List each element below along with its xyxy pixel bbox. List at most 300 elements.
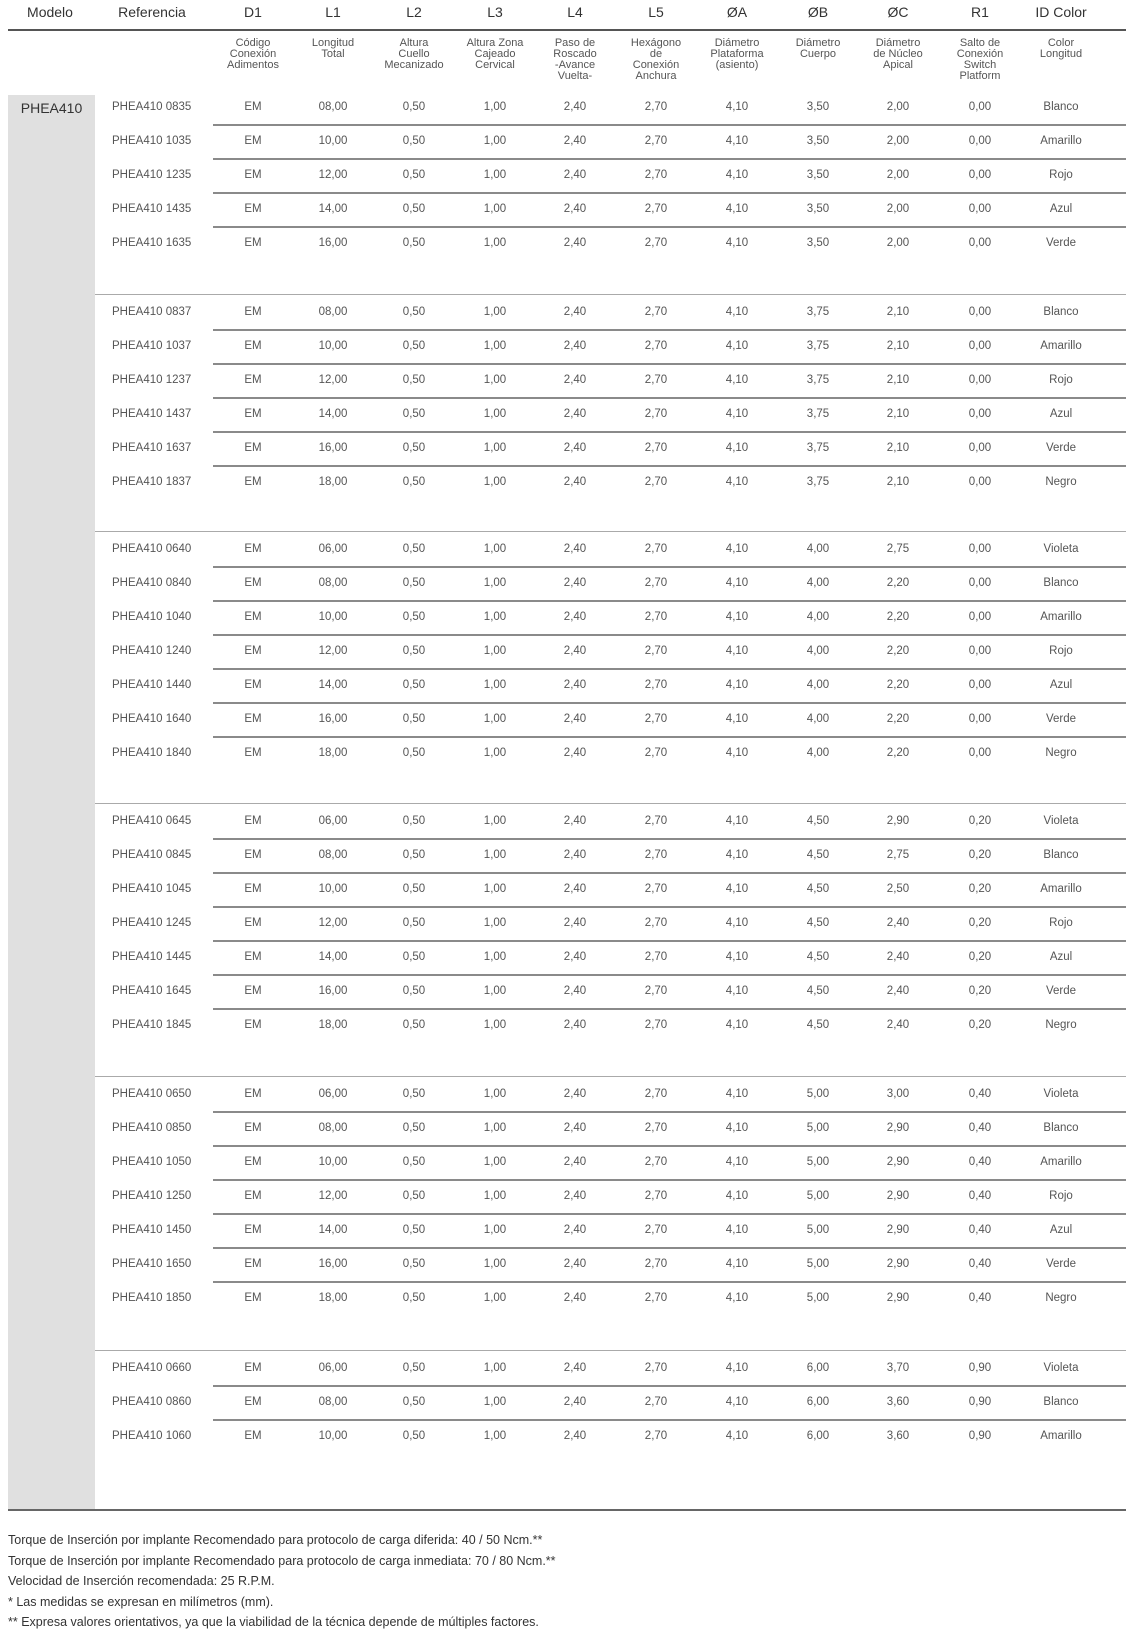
- cell-referencia: PHEA410 1237: [112, 374, 192, 386]
- cell-oc: 2,90: [886, 1122, 910, 1134]
- cell-ob: 4,50: [806, 815, 830, 827]
- table-row: [0, 340, 1126, 370]
- cell-l5: 2,70: [644, 237, 668, 249]
- cell-color: Rojo: [1049, 169, 1073, 181]
- row-divider: [213, 1008, 1126, 1010]
- cell-l5: 2,70: [644, 101, 668, 113]
- cell-oa: 4,10: [725, 849, 749, 861]
- cell-ob: 3,75: [806, 306, 830, 318]
- cell-oa: 4,10: [725, 408, 749, 420]
- cell-referencia: PHEA410 1445: [112, 951, 192, 963]
- cell-l2: 0,50: [402, 169, 426, 181]
- cell-ob: 3,50: [806, 237, 830, 249]
- cell-ob: 3,50: [806, 169, 830, 181]
- cell-oc: 2,90: [886, 1224, 910, 1236]
- note-line: ** Expresa valores orientativos, ya que la viabilidad de la técnica depende de múltiples factores.: [8, 1615, 539, 1629]
- cell-oc: 2,75: [886, 849, 910, 861]
- cell-r1: 0,00: [968, 645, 992, 657]
- cell-l5: 2,70: [644, 169, 668, 181]
- cell-color: Azul: [1049, 951, 1073, 963]
- cell-d1: EM: [244, 203, 262, 215]
- cell-l3: 1,00: [483, 237, 507, 249]
- cell-l2: 0,50: [402, 1362, 426, 1374]
- cell-l3: 1,00: [483, 1224, 507, 1236]
- cell-ob: 5,00: [806, 1156, 830, 1168]
- cell-r1: 0,90: [968, 1396, 992, 1408]
- cell-l2: 0,50: [402, 306, 426, 318]
- cell-color: Rojo: [1049, 1190, 1073, 1202]
- cell-oc: 3,70: [886, 1362, 910, 1374]
- cell-color: Rojo: [1049, 374, 1073, 386]
- cell-color: Azul: [1049, 679, 1073, 691]
- cell-referencia: PHEA410 1235: [112, 169, 192, 181]
- cell-l4: 2,40: [563, 101, 587, 113]
- table-row: [0, 985, 1126, 1015]
- cell-l3: 1,00: [483, 747, 507, 759]
- cell-d1: EM: [244, 169, 262, 181]
- cell-l2: 0,50: [402, 849, 426, 861]
- cell-l1: 12,00: [318, 917, 348, 929]
- modelo-label: PHEA410: [20, 100, 83, 116]
- subheader-line: Roscado: [553, 48, 597, 60]
- cell-r1: 0,00: [968, 679, 992, 691]
- cell-d1: EM: [244, 611, 262, 623]
- cell-l2: 0,50: [402, 1088, 426, 1100]
- cell-d1: EM: [244, 849, 262, 861]
- cell-d1: EM: [244, 917, 262, 929]
- cell-referencia: PHEA410 0845: [112, 849, 192, 861]
- cell-l3: 1,00: [483, 476, 507, 488]
- cell-d1: EM: [244, 340, 262, 352]
- cell-r1: 0,00: [968, 713, 992, 725]
- cell-l2: 0,50: [402, 713, 426, 725]
- cell-l4: 2,40: [563, 883, 587, 895]
- cell-l4: 2,40: [563, 1396, 587, 1408]
- subheader-line: Switch: [963, 59, 997, 71]
- table-row: [0, 611, 1126, 641]
- cell-color: Negro: [1045, 476, 1077, 488]
- cell-l5: 2,70: [644, 543, 668, 555]
- cell-d1: EM: [244, 1258, 262, 1270]
- cell-d1: EM: [244, 1156, 262, 1168]
- cell-l1: 16,00: [318, 985, 348, 997]
- cell-d1: EM: [244, 306, 262, 318]
- cell-l5: 2,70: [644, 306, 668, 318]
- table-row: [0, 951, 1126, 981]
- subheader-line: Cervical: [475, 59, 515, 71]
- cell-l5: 2,70: [644, 917, 668, 929]
- cell-l5: 2,70: [644, 1190, 668, 1202]
- row-divider: [213, 1145, 1126, 1147]
- subheader-line: Color: [1047, 37, 1075, 49]
- cell-l1: 08,00: [318, 1122, 348, 1134]
- cell-d1: EM: [244, 747, 262, 759]
- cell-color: Violeta: [1043, 1088, 1079, 1100]
- cell-r1: 0,90: [968, 1430, 992, 1442]
- cell-l1: 06,00: [318, 543, 348, 555]
- subheader-line: Altura: [399, 37, 429, 49]
- subheader-line: Hexágono: [630, 37, 682, 49]
- cell-d1: EM: [244, 374, 262, 386]
- cell-l1: 08,00: [318, 577, 348, 589]
- cell-oc: 2,90: [886, 1292, 910, 1304]
- row-divider: [213, 226, 1126, 228]
- cell-l4: 2,40: [563, 1362, 587, 1374]
- table-row: [0, 849, 1126, 879]
- cell-color: Violeta: [1043, 1362, 1079, 1374]
- cell-ob: 4,50: [806, 849, 830, 861]
- header-referencia: Referencia: [118, 4, 186, 20]
- cell-d1: EM: [244, 1292, 262, 1304]
- cell-r1: 0,00: [968, 135, 992, 147]
- cell-d1: EM: [244, 1224, 262, 1236]
- cell-l2: 0,50: [402, 476, 426, 488]
- cell-oc: 2,00: [886, 135, 910, 147]
- table-row: [0, 747, 1126, 777]
- subheader-line: Cajeado: [474, 48, 516, 60]
- cell-color: Amarillo: [1040, 611, 1082, 623]
- cell-oc: 2,20: [886, 713, 910, 725]
- cell-oc: 2,00: [886, 169, 910, 181]
- cell-l5: 2,70: [644, 645, 668, 657]
- table-row: [0, 306, 1126, 336]
- cell-l4: 2,40: [563, 408, 587, 420]
- cell-referencia: PHEA410 1240: [112, 645, 192, 657]
- table-row: [0, 543, 1126, 573]
- cell-referencia: PHEA410 1437: [112, 408, 192, 420]
- header-l4: L4: [567, 4, 583, 20]
- cell-referencia: PHEA410 1037: [112, 340, 192, 352]
- table-row: [0, 476, 1126, 506]
- row-divider: [213, 124, 1126, 126]
- cell-d1: EM: [244, 1122, 262, 1134]
- cell-l3: 1,00: [483, 577, 507, 589]
- cell-r1: 0,40: [968, 1190, 992, 1202]
- cell-r1: 0,40: [968, 1156, 992, 1168]
- cell-l1: 14,00: [318, 408, 348, 420]
- cell-l1: 08,00: [318, 306, 348, 318]
- subheader-line: Diámetro: [795, 37, 841, 49]
- cell-oa: 4,10: [725, 1292, 749, 1304]
- subheader-line: Plataforma: [710, 48, 764, 60]
- cell-l3: 1,00: [483, 611, 507, 623]
- cell-ob: 6,00: [806, 1362, 830, 1374]
- cell-l4: 2,40: [563, 815, 587, 827]
- cell-r1: 0,00: [968, 577, 992, 589]
- row-divider: [213, 1385, 1126, 1387]
- table-row: [0, 408, 1126, 438]
- group-separator: [95, 531, 1126, 532]
- cell-l1: 14,00: [318, 951, 348, 963]
- row-divider: [213, 192, 1126, 194]
- cell-l2: 0,50: [402, 917, 426, 929]
- cell-referencia: PHEA410 1845: [112, 1019, 192, 1031]
- cell-l2: 0,50: [402, 679, 426, 691]
- row-divider: [213, 1281, 1126, 1283]
- cell-r1: 0,00: [968, 237, 992, 249]
- cell-l5: 2,70: [644, 747, 668, 759]
- subheader-l5: [611, 38, 701, 82]
- group-separator: [95, 1350, 1126, 1351]
- subheader-l3: [450, 38, 540, 71]
- cell-oc: 2,50: [886, 883, 910, 895]
- cell-oa: 4,10: [725, 306, 749, 318]
- cell-oc: 2,20: [886, 611, 910, 623]
- cell-oa: 4,10: [725, 815, 749, 827]
- cell-ob: 4,50: [806, 985, 830, 997]
- cell-oa: 4,10: [725, 237, 749, 249]
- table-row: [0, 1224, 1126, 1254]
- cell-l3: 1,00: [483, 1362, 507, 1374]
- cell-r1: 0,40: [968, 1224, 992, 1236]
- cell-d1: EM: [244, 883, 262, 895]
- cell-l1: 14,00: [318, 679, 348, 691]
- cell-l1: 18,00: [318, 476, 348, 488]
- cell-oa: 4,10: [725, 442, 749, 454]
- cell-r1: 0,40: [968, 1292, 992, 1304]
- row-divider: [213, 1419, 1126, 1421]
- cell-referencia: PHEA410 1435: [112, 203, 192, 215]
- cell-oa: 4,10: [725, 101, 749, 113]
- cell-d1: EM: [244, 408, 262, 420]
- cell-l1: 16,00: [318, 442, 348, 454]
- table-row: [0, 815, 1126, 845]
- cell-l3: 1,00: [483, 1019, 507, 1031]
- cell-oa: 4,10: [725, 543, 749, 555]
- cell-oc: 2,10: [886, 442, 910, 454]
- cell-oa: 4,10: [725, 169, 749, 181]
- table-row: [0, 1362, 1126, 1392]
- cell-r1: 0,20: [968, 917, 992, 929]
- subheader-l4: [530, 38, 620, 82]
- cell-color: Verde: [1045, 713, 1077, 725]
- cell-oa: 4,10: [725, 951, 749, 963]
- cell-l5: 2,70: [644, 1156, 668, 1168]
- subheader-r1: [935, 38, 1025, 82]
- row-divider: [213, 158, 1126, 160]
- table-row: [0, 1190, 1126, 1220]
- cell-referencia: PHEA410 1040: [112, 611, 192, 623]
- cell-l1: 10,00: [318, 135, 348, 147]
- cell-d1: EM: [244, 1396, 262, 1408]
- cell-l1: 08,00: [318, 1396, 348, 1408]
- cell-l3: 1,00: [483, 1292, 507, 1304]
- cell-l1: 18,00: [318, 1292, 348, 1304]
- cell-color: Amarillo: [1040, 135, 1082, 147]
- cell-l1: 18,00: [318, 1019, 348, 1031]
- cell-referencia: PHEA410 1850: [112, 1292, 192, 1304]
- cell-ob: 5,00: [806, 1292, 830, 1304]
- cell-referencia: PHEA410 0650: [112, 1088, 192, 1100]
- cell-oc: 2,40: [886, 917, 910, 929]
- cell-color: Blanco: [1043, 1396, 1079, 1408]
- cell-d1: EM: [244, 679, 262, 691]
- cell-color: Blanco: [1043, 849, 1079, 861]
- header-l5: L5: [648, 4, 664, 20]
- header-row: [0, 0, 1126, 30]
- cell-oc: 2,90: [886, 1190, 910, 1202]
- note-line: * Las medidas se expresan en milímetros (mm).: [8, 1594, 274, 1609]
- cell-l2: 0,50: [402, 135, 426, 147]
- cell-l4: 2,40: [563, 1292, 587, 1304]
- cell-l2: 0,50: [402, 747, 426, 759]
- cell-oc: 3,60: [886, 1430, 910, 1442]
- cell-l3: 1,00: [483, 917, 507, 929]
- subheader-line: Paso de: [554, 37, 596, 49]
- cell-l2: 0,50: [402, 340, 426, 352]
- cell-l5: 2,70: [644, 1088, 668, 1100]
- cell-d1: EM: [244, 101, 262, 113]
- cell-ob: 4,50: [806, 1019, 830, 1031]
- subheader-line: Longitud: [311, 37, 355, 49]
- row-divider: [213, 1213, 1126, 1215]
- cell-ob: 4,50: [806, 917, 830, 929]
- cell-referencia: PHEA410 0660: [112, 1362, 192, 1374]
- cell-d1: EM: [244, 1019, 262, 1031]
- cell-l5: 2,70: [644, 815, 668, 827]
- group-separator: [95, 803, 1126, 804]
- cell-l5: 2,70: [644, 1430, 668, 1442]
- cell-referencia: PHEA410 1640: [112, 713, 192, 725]
- row-divider: [213, 668, 1126, 670]
- cell-l5: 2,70: [644, 1019, 668, 1031]
- subheader-line: Código: [235, 37, 271, 49]
- cell-d1: EM: [244, 1088, 262, 1100]
- cell-oa: 4,10: [725, 1362, 749, 1374]
- cell-l3: 1,00: [483, 849, 507, 861]
- subheader-line: Longitud: [1039, 48, 1083, 60]
- cell-l5: 2,70: [644, 883, 668, 895]
- table-row: [0, 1088, 1126, 1118]
- cell-oc: 2,40: [886, 985, 910, 997]
- cell-color: Blanco: [1043, 101, 1079, 113]
- cell-oc: 2,20: [886, 577, 910, 589]
- cell-color: Amarillo: [1040, 1156, 1082, 1168]
- header-l3: L3: [487, 4, 503, 20]
- cell-l4: 2,40: [563, 951, 587, 963]
- cell-l3: 1,00: [483, 1430, 507, 1442]
- cell-ob: 3,75: [806, 408, 830, 420]
- cell-oc: 2,00: [886, 237, 910, 249]
- row-divider: [213, 600, 1126, 602]
- cell-oa: 4,10: [725, 135, 749, 147]
- cell-r1: 0,40: [968, 1088, 992, 1100]
- cell-d1: EM: [244, 442, 262, 454]
- cell-l2: 0,50: [402, 442, 426, 454]
- cell-referencia: PHEA410 1045: [112, 883, 192, 895]
- cell-color: Azul: [1049, 203, 1073, 215]
- cell-oa: 4,10: [725, 1190, 749, 1202]
- cell-oa: 4,10: [725, 1088, 749, 1100]
- cell-l4: 2,40: [563, 1122, 587, 1134]
- cell-r1: 0,00: [968, 169, 992, 181]
- cell-l5: 2,70: [644, 442, 668, 454]
- note-line: Torque de Inserción por implante Recomendado para protocolo de carga diferida: 40 / 50 Ncm.**: [8, 1533, 543, 1547]
- cell-ob: 3,75: [806, 442, 830, 454]
- cell-l4: 2,40: [563, 543, 587, 555]
- cell-l2: 0,50: [402, 203, 426, 215]
- cell-ob: 3,75: [806, 476, 830, 488]
- cell-color: Amarillo: [1040, 340, 1082, 352]
- cell-l2: 0,50: [402, 815, 426, 827]
- table-row: [0, 1430, 1126, 1460]
- table-row: [0, 442, 1126, 472]
- cell-r1: 0,00: [968, 306, 992, 318]
- cell-oc: 2,40: [886, 951, 910, 963]
- cell-l3: 1,00: [483, 543, 507, 555]
- cell-l4: 2,40: [563, 340, 587, 352]
- cell-l5: 2,70: [644, 1258, 668, 1270]
- cell-l5: 2,70: [644, 1292, 668, 1304]
- cell-l1: 10,00: [318, 1430, 348, 1442]
- cell-referencia: PHEA410 0837: [112, 306, 192, 318]
- cell-l4: 2,40: [563, 1190, 587, 1202]
- cell-l3: 1,00: [483, 951, 507, 963]
- cell-oc: 2,90: [886, 1258, 910, 1270]
- cell-d1: EM: [244, 1430, 262, 1442]
- subheader-line: Conexión: [956, 48, 1004, 60]
- cell-l5: 2,70: [644, 985, 668, 997]
- cell-referencia: PHEA410 0850: [112, 1122, 192, 1134]
- cell-oc: 2,10: [886, 408, 910, 420]
- cell-l4: 2,40: [563, 1156, 587, 1168]
- cell-l1: 12,00: [318, 1190, 348, 1202]
- cell-color: Azul: [1049, 1224, 1073, 1236]
- cell-oc: 2,00: [886, 203, 910, 215]
- cell-ob: 4,00: [806, 543, 830, 555]
- cell-l2: 0,50: [402, 1224, 426, 1236]
- cell-r1: 0,00: [968, 374, 992, 386]
- subheader-line: Platform: [959, 70, 1001, 82]
- subheader-d1: [208, 38, 298, 71]
- cell-l5: 2,70: [644, 611, 668, 623]
- cell-r1: 0,00: [968, 101, 992, 113]
- subheader-color: [1016, 38, 1106, 60]
- cell-oa: 4,10: [725, 1122, 749, 1134]
- cell-referencia: PHEA410 1440: [112, 679, 192, 691]
- cell-color: Azul: [1049, 408, 1073, 420]
- cell-r1: 0,20: [968, 985, 992, 997]
- subheader-line: Diámetro: [714, 37, 760, 49]
- row-divider: [213, 465, 1126, 467]
- cell-d1: EM: [244, 237, 262, 249]
- cell-referencia: PHEA410 1650: [112, 1258, 192, 1270]
- cell-color: Verde: [1045, 1258, 1077, 1270]
- row-divider: [213, 906, 1126, 908]
- table-row: [0, 1258, 1126, 1288]
- subheader-line: Total: [321, 48, 345, 60]
- cell-l2: 0,50: [402, 1396, 426, 1408]
- cell-r1: 0,00: [968, 442, 992, 454]
- subheader-line: Salto de: [959, 37, 1001, 49]
- cell-l5: 2,70: [644, 679, 668, 691]
- cell-l4: 2,40: [563, 849, 587, 861]
- cell-d1: EM: [244, 713, 262, 725]
- cell-l3: 1,00: [483, 985, 507, 997]
- subheader-line: (asiento): [715, 59, 759, 71]
- cell-color: Violeta: [1043, 543, 1079, 555]
- cell-l2: 0,50: [402, 951, 426, 963]
- cell-l3: 1,00: [483, 713, 507, 725]
- cell-r1: 0,90: [968, 1362, 992, 1374]
- cell-ob: 3,75: [806, 374, 830, 386]
- cell-l2: 0,50: [402, 883, 426, 895]
- subheader-line: Anchura: [635, 70, 677, 82]
- cell-ob: 4,00: [806, 645, 830, 657]
- cell-r1: 0,00: [968, 747, 992, 759]
- cell-oa: 4,10: [725, 203, 749, 215]
- cell-l5: 2,70: [644, 1224, 668, 1236]
